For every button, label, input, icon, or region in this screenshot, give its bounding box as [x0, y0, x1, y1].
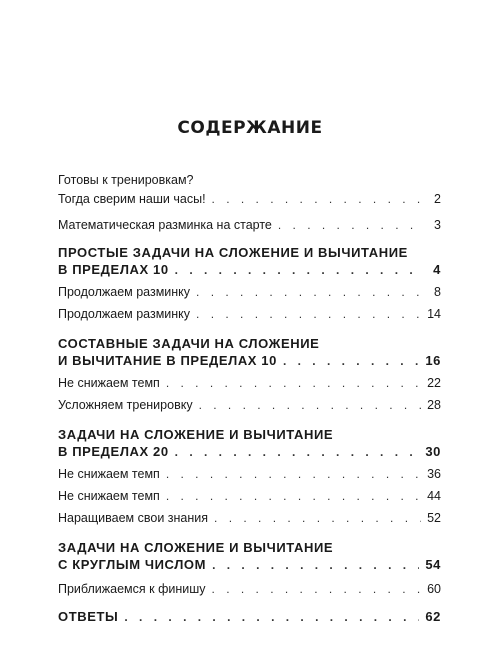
dot-leader — [199, 398, 421, 412]
toc-line — [58, 540, 441, 557]
toc-line — [58, 285, 441, 304]
toc-entry-title: Тогда сверим наши часы! — [58, 192, 206, 206]
toc-entry-title: Наращиваем свои знания — [58, 511, 209, 525]
toc-line — [58, 353, 441, 370]
page-number: 2 — [434, 192, 441, 206]
toc-line — [58, 173, 441, 192]
dot-leader — [196, 285, 421, 299]
dot-leader — [175, 445, 420, 459]
toc-section-entry — [58, 245, 441, 279]
toc-entry-title: Продолжаем разминку — [58, 307, 191, 321]
toc-entry — [58, 173, 441, 211]
page-number: 4 — [433, 262, 441, 277]
page-title: СОДЕРЖАНИЕ — [177, 118, 323, 138]
toc-entry-title: Продолжаем разминку — [58, 285, 191, 299]
toc-line — [58, 245, 441, 262]
toc-entry-title: Приближаемся к финишу — [58, 582, 206, 596]
toc-line — [58, 557, 441, 574]
page-number: 30 — [425, 444, 441, 459]
toc-section-entry — [58, 540, 441, 574]
toc-line — [58, 511, 441, 530]
toc-entry-title: В ПРЕДЕЛАХ 10 — [58, 262, 169, 277]
dot-leader — [214, 511, 421, 525]
toc-entry-title: Готовы к тренировкам? — [58, 173, 194, 187]
toc-entry — [58, 376, 441, 395]
page-number: 3 — [434, 218, 441, 232]
toc-line — [58, 336, 441, 353]
toc-entry-title: ОТВЕТЫ — [58, 609, 119, 624]
toc-entry — [58, 285, 441, 304]
page-number: 62 — [425, 609, 441, 624]
toc-line — [58, 489, 441, 508]
page-number: 22 — [427, 376, 441, 390]
toc-line — [58, 444, 441, 461]
toc-entry-title: Не снижаем темп — [58, 376, 160, 390]
toc-entry-title: Не снижаем темп — [58, 489, 160, 503]
dot-leader — [175, 263, 421, 277]
toc-entry-title: С КРУГЛЫМ ЧИСЛОМ — [58, 557, 207, 572]
toc-entry — [58, 307, 441, 326]
toc-line — [58, 192, 441, 211]
toc-line — [58, 398, 441, 417]
page-number: 60 — [427, 582, 441, 596]
toc-line — [58, 376, 441, 395]
dot-leader — [196, 307, 421, 321]
toc-entry — [58, 582, 441, 601]
dot-leader — [278, 218, 421, 232]
toc-entry-title: ЗАДАЧИ НА СЛОЖЕНИЕ И ВЫЧИТАНИЕ — [58, 427, 334, 442]
toc-section-entry — [58, 609, 441, 626]
toc-line — [58, 582, 441, 601]
page-number: 16 — [425, 353, 441, 368]
page-number: 54 — [425, 557, 441, 572]
toc-line — [58, 307, 441, 326]
toc-entry-title: СОСТАВНЫЕ ЗАДАЧИ НА СЛОЖЕНИЕ — [58, 336, 320, 351]
toc-line — [58, 609, 441, 626]
toc-line — [58, 218, 441, 237]
toc-entry — [58, 511, 441, 530]
toc-section-entry — [58, 336, 441, 370]
dot-leader — [283, 354, 419, 368]
toc-line — [58, 427, 441, 444]
dot-leader — [166, 467, 421, 481]
toc-entry — [58, 218, 441, 237]
dot-leader — [212, 558, 419, 572]
toc-entry-title: В ПРЕДЕЛАХ 20 — [58, 444, 169, 459]
page-number: 52 — [427, 511, 441, 525]
page-number: 44 — [427, 489, 441, 503]
toc-entry — [58, 489, 441, 508]
toc-entry — [58, 398, 441, 417]
toc-entry-title: ЗАДАЧИ НА СЛОЖЕНИЕ И ВЫЧИТАНИЕ — [58, 540, 334, 555]
dot-leader — [212, 192, 421, 206]
page-number: 8 — [434, 285, 441, 299]
dot-leader — [166, 489, 421, 503]
toc-entry-title: Математическая разминка на старте — [58, 218, 272, 232]
dot-leader — [124, 610, 419, 624]
toc-entry-title: И ВЫЧИТАНИЕ В ПРЕДЕЛАХ 10 — [58, 353, 277, 368]
toc-entry-title: ПРОСТЫЕ ЗАДАЧИ НА СЛОЖЕНИЕ И ВЫЧИТАНИЕ — [58, 245, 408, 260]
page-number: 28 — [427, 398, 441, 412]
toc-entry-title: Не снижаем темп — [58, 467, 160, 481]
toc-section-entry — [58, 427, 441, 461]
dot-leader — [212, 582, 421, 596]
toc-entry — [58, 467, 441, 486]
dot-leader — [166, 376, 421, 390]
toc-list — [58, 173, 441, 626]
page-number: 36 — [427, 467, 441, 481]
toc-line — [58, 262, 441, 279]
toc-entry-title: Усложняем тренировку — [58, 398, 193, 412]
page-number: 14 — [427, 307, 441, 321]
toc-line — [58, 467, 441, 486]
